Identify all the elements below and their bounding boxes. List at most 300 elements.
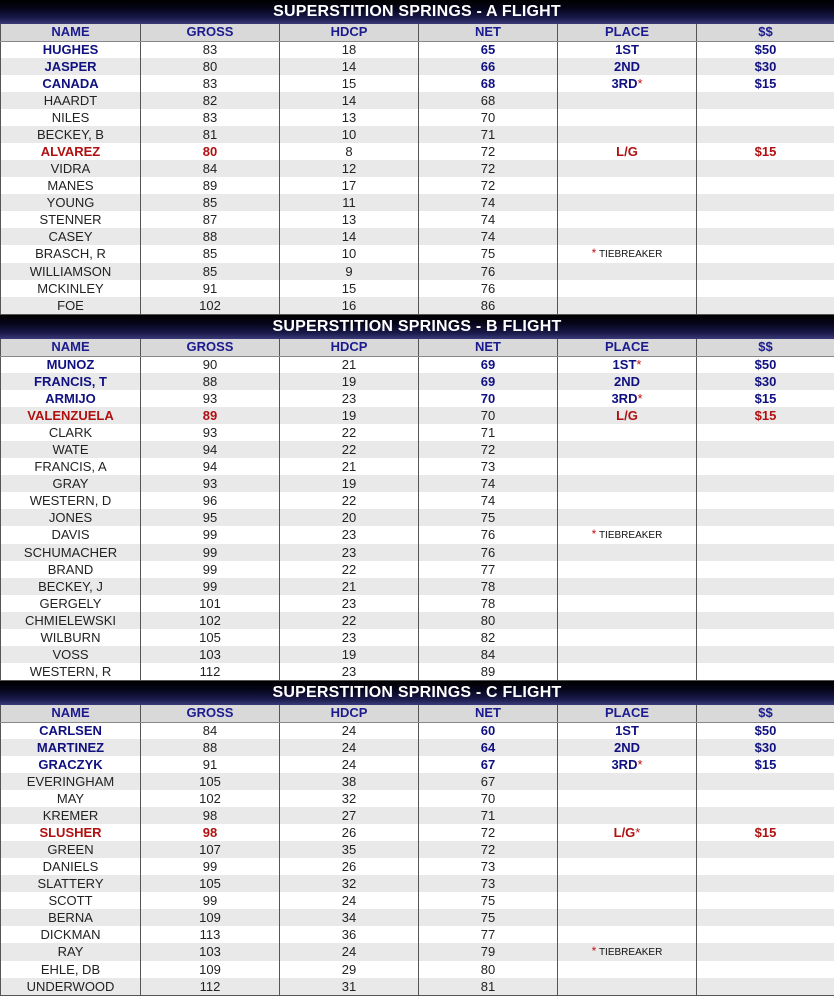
net-score: 78 — [419, 595, 558, 612]
net-score: 72 — [419, 841, 558, 858]
flight-title: SUPERSTITION SPRINGS - C FLIGHT — [0, 681, 834, 705]
table-row — [1, 280, 834, 297]
gross-score: 94 — [141, 458, 280, 475]
payout: $15 — [697, 143, 834, 160]
player-name: BRASCH, R — [1, 245, 141, 263]
place-label: L/G — [613, 824, 636, 840]
net-score: 67 — [419, 773, 558, 790]
handicap: 22 — [280, 492, 419, 509]
table-row — [1, 612, 834, 629]
place-cell — [558, 126, 697, 143]
gross-score: 99 — [141, 544, 280, 561]
gross-score: 99 — [141, 858, 280, 875]
place-cell — [558, 109, 697, 126]
place-cell — [558, 280, 697, 297]
player-name: DANIELS — [1, 858, 141, 875]
player-name: WESTERN, D — [1, 492, 141, 509]
player-name: STENNER — [1, 211, 141, 228]
place-cell — [558, 722, 697, 739]
place-cell — [558, 160, 697, 177]
gross-score: 96 — [141, 492, 280, 509]
player-name: CANADA — [1, 75, 141, 92]
handicap: 13 — [280, 109, 419, 126]
table-row — [1, 194, 834, 211]
net-score: 71 — [419, 424, 558, 441]
tiebreaker-label: TIEBREAKER — [598, 947, 663, 958]
table-row — [1, 41, 834, 58]
player-name: JONES — [1, 509, 141, 526]
payout — [697, 92, 834, 109]
flight-results-table — [0, 705, 834, 995]
column-header-net: NET — [419, 339, 558, 356]
table-row — [1, 943, 834, 961]
gross-score: 93 — [141, 390, 280, 407]
flight-section — [0, 681, 834, 996]
place-label: 3RD — [611, 390, 638, 406]
place-cell — [558, 441, 697, 458]
payout — [697, 561, 834, 578]
place-cell — [558, 858, 697, 875]
payout — [697, 424, 834, 441]
flight-title: SUPERSTITION SPRINGS - B FLIGHT — [0, 315, 834, 339]
payout — [697, 612, 834, 629]
column-header-hdcp: HDCP — [280, 24, 419, 41]
player-name: BRAND — [1, 561, 141, 578]
tiebreaker-note — [591, 246, 663, 260]
net-score: 60 — [419, 722, 558, 739]
table-row — [1, 909, 834, 926]
table-row — [1, 629, 834, 646]
payout — [697, 790, 834, 807]
place-cell — [558, 875, 697, 892]
tiebreaker-mark: * — [637, 75, 643, 91]
payout — [697, 475, 834, 492]
player-name: CLARK — [1, 424, 141, 441]
net-score: 73 — [419, 458, 558, 475]
tiebreaker-mark: * — [591, 944, 597, 958]
table-row — [1, 722, 834, 739]
gross-score: 81 — [141, 126, 280, 143]
table-body — [1, 722, 834, 995]
handicap: 38 — [280, 773, 419, 790]
gross-score: 113 — [141, 926, 280, 943]
player-name: VIDRA — [1, 160, 141, 177]
flight-section — [0, 0, 834, 315]
tiebreaker-label: TIEBREAKER — [598, 249, 663, 260]
net-score: 65 — [419, 41, 558, 58]
handicap: 23 — [280, 544, 419, 561]
place-cell — [558, 58, 697, 75]
payout — [697, 544, 834, 561]
place-cell — [558, 458, 697, 475]
column-header-hdcp: HDCP — [280, 339, 419, 356]
net-score: 77 — [419, 926, 558, 943]
handicap: 22 — [280, 424, 419, 441]
gross-score: 101 — [141, 595, 280, 612]
column-header-name: NAME — [1, 339, 141, 356]
gross-score: 89 — [141, 407, 280, 424]
net-score: 72 — [419, 143, 558, 160]
table-row — [1, 858, 834, 875]
place-label: 2ND — [613, 373, 640, 389]
payout — [697, 595, 834, 612]
player-name: SCHUMACHER — [1, 544, 141, 561]
gross-score: 99 — [141, 892, 280, 909]
table-header — [1, 339, 834, 356]
payout: $15 — [697, 824, 834, 841]
player-name: KREMER — [1, 807, 141, 824]
handicap: 14 — [280, 228, 419, 245]
handicap: 24 — [280, 892, 419, 909]
payout: $50 — [697, 722, 834, 739]
net-score: 74 — [419, 492, 558, 509]
table-row — [1, 544, 834, 561]
tiebreaker-note — [591, 944, 663, 958]
gross-score: 83 — [141, 109, 280, 126]
net-score: 70 — [419, 109, 558, 126]
handicap: 36 — [280, 926, 419, 943]
gross-score: 99 — [141, 578, 280, 595]
gross-score: 102 — [141, 790, 280, 807]
payout — [697, 297, 834, 314]
table-row — [1, 578, 834, 595]
handicap: 23 — [280, 390, 419, 407]
place-cell — [558, 646, 697, 663]
handicap: 12 — [280, 160, 419, 177]
column-header-place: PLACE — [558, 24, 697, 41]
column-header-gross: GROSS — [141, 339, 280, 356]
place-cell — [558, 892, 697, 909]
table-row — [1, 773, 834, 790]
handicap: 29 — [280, 961, 419, 978]
payout — [697, 875, 834, 892]
net-score: 75 — [419, 245, 558, 263]
place-cell — [558, 211, 697, 228]
handicap: 14 — [280, 92, 419, 109]
place-cell — [558, 297, 697, 314]
table-row — [1, 739, 834, 756]
place-cell — [558, 595, 697, 612]
net-score: 70 — [419, 390, 558, 407]
place-label: L/G — [616, 407, 638, 423]
net-score: 66 — [419, 58, 558, 75]
payout — [697, 177, 834, 194]
net-score: 86 — [419, 297, 558, 314]
payout — [697, 841, 834, 858]
net-score: 75 — [419, 509, 558, 526]
table-row — [1, 961, 834, 978]
tiebreaker-note — [591, 527, 663, 541]
place-cell — [558, 773, 697, 790]
net-score: 82 — [419, 629, 558, 646]
gross-score: 93 — [141, 424, 280, 441]
payout — [697, 646, 834, 663]
handicap: 10 — [280, 245, 419, 263]
player-name: SCOTT — [1, 892, 141, 909]
net-score: 72 — [419, 160, 558, 177]
gross-score: 107 — [141, 841, 280, 858]
table-row — [1, 109, 834, 126]
table-row — [1, 424, 834, 441]
gross-score: 99 — [141, 526, 280, 544]
column-header-money: $$ — [697, 705, 834, 722]
column-header-money: $$ — [697, 339, 834, 356]
net-score: 73 — [419, 875, 558, 892]
payout — [697, 807, 834, 824]
player-name: CHMIELEWSKI — [1, 612, 141, 629]
table-row — [1, 126, 834, 143]
place-label: 2ND — [613, 739, 640, 755]
handicap: 19 — [280, 407, 419, 424]
payout: $15 — [697, 390, 834, 407]
tiebreaker-mark: * — [637, 390, 643, 406]
net-score: 76 — [419, 544, 558, 561]
table-header — [1, 705, 834, 722]
gross-score: 103 — [141, 943, 280, 961]
table-row — [1, 245, 834, 263]
tiebreaker-mark: * — [636, 356, 642, 372]
table-row — [1, 297, 834, 314]
handicap: 17 — [280, 177, 419, 194]
player-name: GERGELY — [1, 595, 141, 612]
net-score: 74 — [419, 228, 558, 245]
handicap: 15 — [280, 280, 419, 297]
table-row — [1, 228, 834, 245]
gross-score: 90 — [141, 356, 280, 373]
net-score: 71 — [419, 126, 558, 143]
handicap: 19 — [280, 646, 419, 663]
table-row — [1, 390, 834, 407]
net-score: 81 — [419, 978, 558, 995]
player-name: WILLIAMSON — [1, 263, 141, 280]
handicap: 10 — [280, 126, 419, 143]
place-cell — [558, 407, 697, 424]
tiebreaker-label: TIEBREAKER — [598, 530, 663, 541]
player-name: SLATTERY — [1, 875, 141, 892]
net-score: 80 — [419, 961, 558, 978]
table-row — [1, 92, 834, 109]
player-name: RAY — [1, 943, 141, 961]
gross-score: 91 — [141, 756, 280, 773]
payout: $30 — [697, 739, 834, 756]
payout — [697, 280, 834, 297]
payout — [697, 892, 834, 909]
payout — [697, 629, 834, 646]
handicap: 13 — [280, 211, 419, 228]
handicap: 19 — [280, 475, 419, 492]
handicap: 21 — [280, 458, 419, 475]
gross-score: 80 — [141, 143, 280, 160]
player-name: BECKEY, B — [1, 126, 141, 143]
column-header-name: NAME — [1, 705, 141, 722]
player-name: ALVAREZ — [1, 143, 141, 160]
net-score: 68 — [419, 75, 558, 92]
payout — [697, 978, 834, 995]
net-score: 74 — [419, 475, 558, 492]
table-row — [1, 356, 834, 373]
player-name: FRANCIS, A — [1, 458, 141, 475]
column-header-name: NAME — [1, 24, 141, 41]
handicap: 35 — [280, 841, 419, 858]
net-score: 75 — [419, 892, 558, 909]
tiebreaker-mark: * — [637, 756, 643, 772]
gross-score: 109 — [141, 909, 280, 926]
player-name: SLUSHER — [1, 824, 141, 841]
payout — [697, 492, 834, 509]
net-score: 64 — [419, 739, 558, 756]
flight-title: SUPERSTITION SPRINGS - A FLIGHT — [0, 0, 834, 24]
flight-results-table — [0, 24, 834, 314]
gross-score: 98 — [141, 807, 280, 824]
handicap: 14 — [280, 58, 419, 75]
gross-score: 105 — [141, 875, 280, 892]
table-row — [1, 807, 834, 824]
payout: $15 — [697, 756, 834, 773]
payout: $15 — [697, 75, 834, 92]
flight-section — [0, 315, 834, 681]
player-name: HAARDT — [1, 92, 141, 109]
gross-score: 102 — [141, 612, 280, 629]
column-header-place: PLACE — [558, 339, 697, 356]
table-row — [1, 790, 834, 807]
gross-score: 105 — [141, 629, 280, 646]
payout — [697, 263, 834, 280]
handicap: 22 — [280, 561, 419, 578]
place-cell — [558, 177, 697, 194]
gross-score: 82 — [141, 92, 280, 109]
place-cell — [558, 424, 697, 441]
header-row — [1, 339, 834, 356]
net-score: 73 — [419, 858, 558, 875]
handicap: 21 — [280, 356, 419, 373]
payout — [697, 245, 834, 263]
handicap: 26 — [280, 858, 419, 875]
table-row — [1, 177, 834, 194]
gross-score: 83 — [141, 41, 280, 58]
gross-score: 85 — [141, 194, 280, 211]
place-cell — [558, 807, 697, 824]
gross-score: 95 — [141, 509, 280, 526]
gross-score: 89 — [141, 177, 280, 194]
gross-score: 85 — [141, 245, 280, 263]
handicap: 24 — [280, 722, 419, 739]
player-name: CASEY — [1, 228, 141, 245]
gross-score: 85 — [141, 263, 280, 280]
column-header-place: PLACE — [558, 705, 697, 722]
payout — [697, 943, 834, 961]
handicap: 32 — [280, 875, 419, 892]
table-body — [1, 41, 834, 314]
handicap: 20 — [280, 509, 419, 526]
payout: $50 — [697, 41, 834, 58]
player-name: MCKINLEY — [1, 280, 141, 297]
payout — [697, 109, 834, 126]
table-row — [1, 58, 834, 75]
handicap: 34 — [280, 909, 419, 926]
handicap: 32 — [280, 790, 419, 807]
column-header-money: $$ — [697, 24, 834, 41]
net-score: 76 — [419, 526, 558, 544]
table-row — [1, 561, 834, 578]
table-row — [1, 160, 834, 177]
place-cell — [558, 756, 697, 773]
table-row — [1, 211, 834, 228]
player-name: MANES — [1, 177, 141, 194]
player-name: DAVIS — [1, 526, 141, 544]
table-row — [1, 892, 834, 909]
payout — [697, 578, 834, 595]
payout: $50 — [697, 356, 834, 373]
handicap: 31 — [280, 978, 419, 995]
handicap: 24 — [280, 739, 419, 756]
player-name: BECKEY, J — [1, 578, 141, 595]
player-name: WILBURN — [1, 629, 141, 646]
table-row — [1, 646, 834, 663]
net-score: 72 — [419, 824, 558, 841]
net-score: 79 — [419, 943, 558, 961]
payout — [697, 441, 834, 458]
player-name: FOE — [1, 297, 141, 314]
payout — [697, 126, 834, 143]
net-score: 69 — [419, 373, 558, 390]
table-row — [1, 926, 834, 943]
column-header-net: NET — [419, 705, 558, 722]
payout: $30 — [697, 58, 834, 75]
place-label: 1ST — [615, 41, 639, 57]
table-row — [1, 407, 834, 424]
gross-score: 87 — [141, 211, 280, 228]
player-name: UNDERWOOD — [1, 978, 141, 995]
handicap: 23 — [280, 629, 419, 646]
payout — [697, 858, 834, 875]
payout — [697, 663, 834, 680]
player-name: HUGHES — [1, 41, 141, 58]
handicap: 15 — [280, 75, 419, 92]
table-row — [1, 458, 834, 475]
net-score: 76 — [419, 280, 558, 297]
table-row — [1, 841, 834, 858]
payout — [697, 458, 834, 475]
gross-score: 88 — [141, 228, 280, 245]
column-header-hdcp: HDCP — [280, 705, 419, 722]
net-score: 80 — [419, 612, 558, 629]
player-name: ARMIJO — [1, 390, 141, 407]
gross-score: 109 — [141, 961, 280, 978]
table-row — [1, 824, 834, 841]
payout — [697, 961, 834, 978]
place-cell — [558, 475, 697, 492]
payout: $15 — [697, 407, 834, 424]
handicap: 22 — [280, 612, 419, 629]
table-row — [1, 441, 834, 458]
net-score: 71 — [419, 807, 558, 824]
table-row — [1, 526, 834, 544]
place-cell — [558, 75, 697, 92]
place-cell — [558, 228, 697, 245]
place-cell — [558, 356, 697, 373]
tiebreaker-mark: * — [591, 246, 597, 260]
handicap: 18 — [280, 41, 419, 58]
gross-score: 103 — [141, 646, 280, 663]
net-score: 68 — [419, 92, 558, 109]
gross-score: 80 — [141, 58, 280, 75]
column-header-net: NET — [419, 24, 558, 41]
place-cell — [558, 978, 697, 995]
handicap: 21 — [280, 578, 419, 595]
place-cell — [558, 841, 697, 858]
column-header-gross: GROSS — [141, 24, 280, 41]
player-name: MUNOZ — [1, 356, 141, 373]
